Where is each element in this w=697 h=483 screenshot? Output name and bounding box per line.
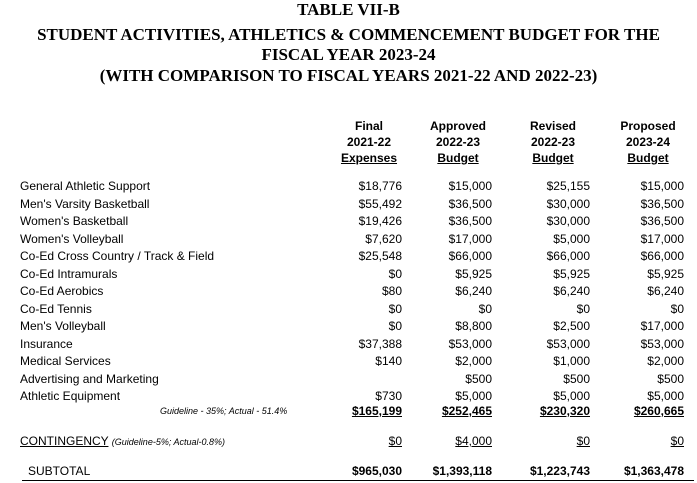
total-approved-2022-23: $252,465 [441, 404, 492, 418]
cell-revised-2022-23: $5,000 [553, 389, 590, 403]
contingency-proposed-2023-24: $0 [670, 434, 684, 448]
cell-proposed-2023-24: $17,000 [640, 231, 684, 246]
cell-revised-2022-23: $2,500 [553, 319, 590, 333]
cell-revised-2022-23: $5,000 [553, 231, 590, 246]
table-row [0, 336, 697, 353]
cell-revised-2022-23: $500 [563, 371, 590, 386]
row-label: Medical Services [20, 354, 111, 368]
cell-approved-2022-23: $5,925 [455, 266, 492, 281]
total-revised-2022-23: $230,320 [539, 404, 590, 418]
subtotal-row [0, 463, 697, 480]
cell-proposed-2023-24: $5,000 [647, 389, 684, 403]
cell-proposed-2023-24: $66,000 [640, 249, 684, 263]
cell-approved-2022-23: $66,000 [448, 249, 492, 263]
table-title-line3: (WITH COMPARISON TO FISCAL YEARS 2021-22 AND 2022-23) [99, 66, 598, 85]
cell-final-2021-22: $19,426 [358, 214, 402, 228]
table-row [0, 213, 697, 230]
cell-revised-2022-23: $30,000 [546, 214, 590, 228]
table-row [0, 283, 697, 300]
row-label: Insurance [20, 336, 73, 351]
cell-proposed-2023-24: $500 [657, 371, 684, 386]
cell-proposed-2023-24: $36,500 [640, 196, 684, 211]
table-title-line2: FISCAL YEAR 2023-24 [261, 45, 436, 64]
column-header-line: Budget [532, 151, 574, 165]
contingency-label: CONTINGENCY [20, 434, 109, 448]
cell-proposed-2023-24: $2,000 [647, 354, 684, 368]
row-label: Men's Varsity Basketball [20, 196, 150, 211]
table-title-line1: STUDENT ACTIVITIES, ATHLETICS & COMMENCEMENT BUDGET FOR THE [37, 25, 660, 44]
column-header-line: Budget [437, 151, 479, 165]
cell-revised-2022-23: $0 [576, 301, 590, 316]
column-header-line: Proposed [620, 119, 676, 133]
cell-proposed-2023-24: $0 [670, 301, 684, 316]
row-label: General Athletic Support [20, 179, 151, 193]
cell-final-2021-22: $0 [388, 266, 402, 281]
row-label: Women's Volleyball [20, 231, 124, 246]
cell-approved-2022-23: $15,000 [448, 179, 492, 193]
cell-approved-2022-23: $36,500 [448, 214, 492, 228]
table-row [0, 371, 697, 388]
contingency-approved-2022-23: $4,000 [455, 434, 492, 448]
cell-proposed-2023-24: $15,000 [640, 179, 684, 193]
cell-revised-2022-23: $30,000 [546, 196, 590, 211]
guideline-note: Guideline - 35%; Actual - 51.4% [160, 406, 288, 416]
cell-final-2021-22: $0 [388, 301, 402, 316]
cell-approved-2022-23: $8,800 [455, 319, 492, 333]
row-label: Co-Ed Intramurals [20, 266, 118, 281]
table-row [0, 318, 697, 335]
cell-final-2021-22: $18,776 [358, 179, 402, 193]
column-header-final-2021-22 [324, 118, 414, 166]
cell-final-2021-22: $80 [381, 284, 402, 298]
cell-approved-2022-23: $17,000 [448, 231, 492, 246]
column-header-revised-2022-23 [508, 118, 598, 166]
subtotal-final-2021-22: $965,030 [351, 464, 402, 478]
table-row [0, 266, 697, 283]
column-header-line: Expenses [340, 151, 398, 165]
cell-final-2021-22: $37,388 [358, 336, 402, 351]
table-row [0, 301, 697, 318]
row-label: Men's Volleyball [20, 319, 106, 333]
table-id: TABLE VII-B [297, 0, 400, 19]
column-header-line: Approved [429, 119, 486, 133]
row-label: Co-Ed Tennis [20, 301, 92, 316]
cell-final-2021-22: $25,548 [358, 249, 402, 263]
column-header-line: 2023-24 [625, 135, 671, 149]
column-header-line: 2022-23 [435, 135, 481, 149]
cell-proposed-2023-24: $5,925 [647, 266, 684, 281]
table-row [0, 248, 697, 265]
column-header-line: Final [354, 119, 383, 133]
column-header-line: Revised [529, 119, 577, 133]
subtotal-rule [22, 480, 694, 481]
table-row [0, 196, 697, 213]
cell-approved-2022-23: $6,240 [455, 284, 492, 298]
row-label: Advertising and Marketing [20, 371, 159, 386]
cell-revised-2022-23: $53,000 [546, 336, 590, 351]
contingency-revised-2022-23: $0 [576, 434, 590, 448]
contingency-note: (Guideline-5%; Actual-0.8%) [111, 437, 226, 447]
total-proposed-2023-24: $260,665 [633, 404, 684, 418]
column-header-approved-2022-23 [413, 118, 503, 166]
column-header-line: 2021-22 [346, 135, 392, 149]
contingency-final-2021-22: $0 [388, 434, 402, 448]
cell-approved-2022-23: $500 [465, 371, 492, 386]
cell-proposed-2023-24: $53,000 [640, 336, 684, 351]
cell-revised-2022-23: $6,240 [553, 284, 590, 298]
cell-revised-2022-23: $66,000 [546, 249, 590, 263]
cell-final-2021-22: $7,620 [365, 231, 402, 246]
column-header-line: Budget [627, 151, 669, 165]
subtotal-revised-2022-23: $1,223,743 [529, 464, 590, 478]
row-label: Athletic Equipment [20, 389, 121, 403]
table-row [0, 178, 697, 195]
cell-final-2021-22: $55,492 [358, 196, 402, 211]
cell-revised-2022-23: $1,000 [553, 354, 590, 368]
cell-approved-2022-23: $53,000 [448, 336, 492, 351]
cell-final-2021-22: $730 [375, 389, 402, 403]
totals-row [0, 403, 697, 420]
table-row [0, 353, 697, 370]
cell-revised-2022-23: $5,925 [553, 266, 590, 281]
cell-approved-2022-23: $0 [478, 301, 492, 316]
contingency-row [0, 433, 697, 450]
table-row [0, 231, 697, 248]
cell-approved-2022-23: $36,500 [448, 196, 492, 211]
cell-approved-2022-23: $2,000 [455, 354, 492, 368]
column-header-line: 2022-23 [530, 135, 576, 149]
row-label: Co-Ed Aerobics [20, 284, 104, 298]
row-label: Co-Ed Cross Country / Track & Field [20, 249, 215, 263]
cell-approved-2022-23: $5,000 [455, 389, 492, 403]
cell-revised-2022-23: $25,155 [546, 179, 590, 193]
subtotal-proposed-2023-24: $1,363,478 [623, 464, 684, 478]
contingency-label-group [20, 433, 225, 451]
cell-proposed-2023-24: $6,240 [647, 284, 684, 298]
cell-final-2021-22: $0 [388, 319, 402, 333]
cell-proposed-2023-24: $17,000 [640, 319, 684, 333]
total-final-2021-22: $165,199 [351, 404, 402, 418]
column-header-proposed-2023-24 [603, 118, 693, 166]
cell-proposed-2023-24: $36,500 [640, 214, 684, 228]
subtotal-approved-2022-23: $1,393,118 [432, 464, 492, 478]
row-label: Women's Basketball [20, 214, 129, 228]
cell-final-2021-22: $140 [375, 354, 402, 368]
subtotal-label: SUBTOTAL [28, 464, 91, 478]
